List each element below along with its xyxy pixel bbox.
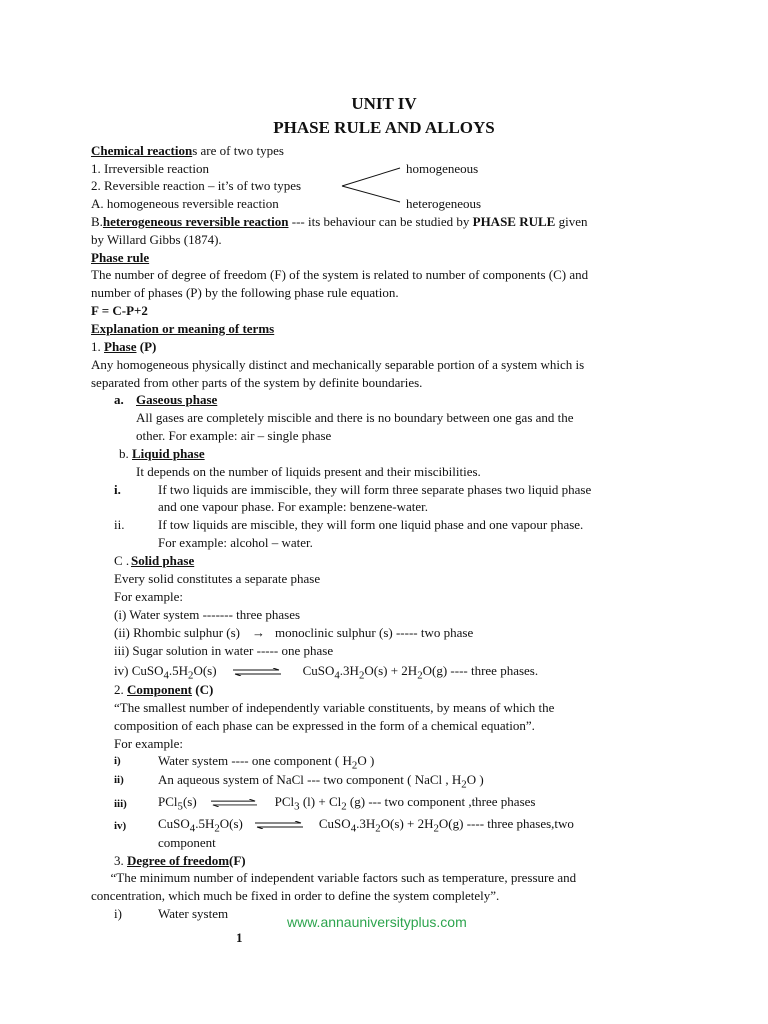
item-number: 1. bbox=[91, 339, 104, 354]
component-def-1: “The smallest number of independently variable constituents, by means of which the bbox=[114, 700, 555, 715]
degree-of-freedom-heading bbox=[114, 853, 246, 869]
subscript: 2 bbox=[188, 669, 194, 682]
gaseous-marker: a. bbox=[114, 392, 124, 407]
subscript: 2 bbox=[433, 822, 439, 835]
chemical-reaction-tail: s are of two types bbox=[192, 143, 284, 158]
dof-def-text: “The minimum number of independent variable factors such as temperature, pressure and bbox=[110, 870, 577, 885]
formula-part: An aqueous system of NaCl --- two component ( NaCl , H bbox=[158, 772, 462, 787]
formula-part: (s) bbox=[182, 794, 197, 809]
phase-word: Phase bbox=[104, 339, 137, 354]
phase-def-2: separated from other parts of the system by definite boundaries. bbox=[91, 375, 423, 390]
chemical-reaction-heading: Chemical reaction bbox=[91, 143, 193, 158]
solid-example-1: (i) Water system ------- three phases bbox=[114, 607, 301, 622]
phase-heading bbox=[91, 339, 156, 355]
formula-part: .3H bbox=[356, 816, 376, 831]
phase-rule-text-2: number of phases (P) by the following phase rule equation. bbox=[91, 285, 399, 300]
subscript: 2 bbox=[214, 822, 220, 835]
phase-rule-formula: F = C-P+2 bbox=[91, 303, 148, 318]
heterogeneous-label: heterogeneous bbox=[406, 196, 482, 211]
comp-iii-marker: iii) bbox=[114, 798, 127, 810]
solid-marker: C . bbox=[114, 553, 130, 568]
phase-rule-text-1: The number of degree of freedom (F) of the system is related to number of components (C) and bbox=[91, 267, 589, 282]
equilibrium-arrow-icon bbox=[255, 821, 303, 829]
liquid-i-2: and one vapour phase. For example: benzene-water. bbox=[158, 499, 429, 514]
solid-example-2 bbox=[114, 625, 473, 641]
solid-for-example: For example: bbox=[114, 589, 183, 604]
comp-iii-text bbox=[158, 794, 535, 815]
gaseous-phase-heading: Gaseous phase bbox=[136, 392, 218, 407]
given-text: given bbox=[555, 214, 588, 229]
component-for-example: For example: bbox=[114, 736, 183, 751]
solid-phase-heading: Solid phase bbox=[131, 553, 195, 568]
liquid-i-marker: i. bbox=[114, 482, 121, 497]
gaseous-text-2: other. For example: air – single phase bbox=[136, 428, 332, 443]
subscript: 5 bbox=[177, 800, 183, 813]
formula-part: CuSO bbox=[158, 816, 190, 831]
liquid-marker: b. bbox=[119, 446, 129, 461]
formula-part: .5H bbox=[168, 663, 189, 678]
page-number: 1 bbox=[236, 930, 243, 945]
liquid-ii-marker: ii. bbox=[114, 517, 125, 532]
chemical-reaction-line bbox=[91, 143, 284, 159]
rhombic-sulphur: (ii) Rhombic sulphur (s) bbox=[114, 625, 241, 640]
formula-part: O ) bbox=[466, 772, 484, 787]
subscript: 4 bbox=[189, 822, 196, 835]
arrow-icon: → bbox=[252, 625, 266, 640]
item-marker: B. bbox=[91, 214, 103, 229]
dof-def-1 bbox=[91, 870, 576, 886]
formula-part: .5H bbox=[195, 816, 215, 831]
liquid-phase-heading: Liquid phase bbox=[132, 446, 205, 461]
comp-iv-text bbox=[158, 816, 574, 837]
comp-ii-text bbox=[158, 772, 484, 793]
dof-def-2: concentration, which much be fixed in order to define the system completely”. bbox=[91, 888, 500, 903]
formula-part: O ) bbox=[357, 753, 375, 768]
formula-part: iv) CuSO bbox=[114, 663, 164, 678]
equilibrium-arrow-icon bbox=[233, 668, 281, 676]
phase-rule-bold: PHASE RULE bbox=[472, 214, 556, 229]
unit-title: UNIT IV bbox=[351, 94, 417, 113]
gibbs-line: by Willard Gibbs (1874). bbox=[91, 232, 222, 247]
liquid-i-1: If two liquids are immiscible, they will form three separate phases two liquid phase bbox=[158, 482, 592, 497]
subscript: 2 bbox=[417, 669, 423, 682]
subscript: 4 bbox=[350, 822, 357, 835]
footer-website-link[interactable]: www.annauniversityplus.com bbox=[287, 914, 467, 930]
formula-part: PCl bbox=[274, 794, 295, 809]
dof-i-marker: i) bbox=[114, 906, 122, 921]
solid-text: Every solid constitutes a separate phase bbox=[114, 571, 321, 586]
solid-example-3: iii) Sugar solution in water ----- one phase bbox=[114, 643, 334, 658]
comp-ii-marker: ii) bbox=[114, 774, 124, 786]
phase-rule-heading: Phase rule bbox=[91, 250, 150, 265]
liquid-ii-1: If tow liquids are miscible, they will form one liquid phase and one vapour phase. bbox=[158, 517, 584, 532]
heterogeneous-reversible-heading: heterogeneous reversible reaction bbox=[102, 214, 289, 229]
component-word: Component bbox=[127, 682, 193, 697]
liquid-ii-2: For example: alcohol – water. bbox=[158, 535, 313, 550]
subscript: 2 bbox=[341, 800, 347, 813]
homogeneous-label: homogeneous bbox=[406, 161, 479, 176]
equilibrium-arrow-icon bbox=[211, 799, 257, 807]
behaviour-text: --- its behaviour can be studied by bbox=[288, 214, 473, 229]
subscript: 4 bbox=[163, 669, 169, 682]
reversible-reaction: 2. Reversible reaction – it’s of two types bbox=[91, 178, 302, 193]
subscript: 2 bbox=[358, 669, 365, 682]
comp-i-text bbox=[158, 753, 374, 774]
formula-part: CuSO bbox=[318, 816, 351, 831]
dof-i-text: Water system bbox=[158, 906, 229, 921]
gaseous-text-1: All gases are completely miscible and there is no boundary between one gas and the bbox=[136, 410, 574, 425]
subscript: 2 bbox=[461, 778, 467, 791]
subscript: 4 bbox=[334, 669, 340, 682]
solid-example-4 bbox=[114, 663, 538, 684]
formula-part: O(s) + 2H bbox=[364, 663, 418, 678]
irreversible-reaction: 1. Irreversible reaction bbox=[91, 161, 210, 176]
homogeneous-reversible: A. homogeneous reversible reaction bbox=[91, 196, 279, 211]
formula-part: O(s) + 2H bbox=[380, 816, 434, 831]
comp-i-marker: i) bbox=[114, 755, 121, 767]
formula-part: O(s) bbox=[219, 816, 243, 831]
comp-iv-text-2: component bbox=[158, 835, 216, 850]
formula-part: O(g) ---- three phases,two bbox=[438, 816, 574, 831]
page-title: PHASE RULE AND ALLOYS bbox=[273, 118, 495, 137]
item-number: 3. bbox=[114, 853, 127, 868]
phase-symbol: (P) bbox=[136, 339, 157, 354]
branch-lines bbox=[338, 164, 404, 206]
subscript: 2 bbox=[375, 822, 381, 835]
formula-part: .3H bbox=[339, 663, 359, 678]
formula-part: CuSO bbox=[302, 663, 335, 678]
item-number: 2. bbox=[114, 682, 127, 697]
explanation-heading: Explanation or meaning of terms bbox=[91, 321, 275, 336]
formula-part: O(s) bbox=[193, 663, 217, 678]
phase-def-1: Any homogeneous physically distinct and mechanically separable portion of a system which is bbox=[91, 357, 585, 372]
dof-word: Degree of freedom bbox=[127, 853, 230, 868]
component-symbol: (C) bbox=[192, 682, 214, 697]
formula-part: (g) --- two component ,three phases bbox=[346, 794, 536, 809]
component-def-2: composition of each phase can be expressed in the form of a chemical equation”. bbox=[114, 718, 535, 733]
heterogeneous-reversible-line bbox=[91, 214, 587, 230]
monoclinic-sulphur: monoclinic sulphur (s) ----- two phase bbox=[275, 625, 474, 640]
comp-iv-marker: iv) bbox=[114, 820, 127, 832]
subscript: 2 bbox=[351, 759, 358, 772]
formula-part: (l) + Cl bbox=[299, 794, 342, 809]
formula-part: O(g) ---- three phases. bbox=[422, 663, 539, 678]
formula-part: PCl bbox=[158, 794, 178, 809]
subscript: 3 bbox=[294, 800, 300, 813]
liquid-text: It depends on the number of liquids present and their miscibilities. bbox=[136, 464, 481, 479]
dof-symbol: (F) bbox=[229, 853, 246, 868]
formula-part: Water system ---- one component ( H bbox=[158, 753, 352, 768]
component-heading bbox=[114, 682, 213, 698]
